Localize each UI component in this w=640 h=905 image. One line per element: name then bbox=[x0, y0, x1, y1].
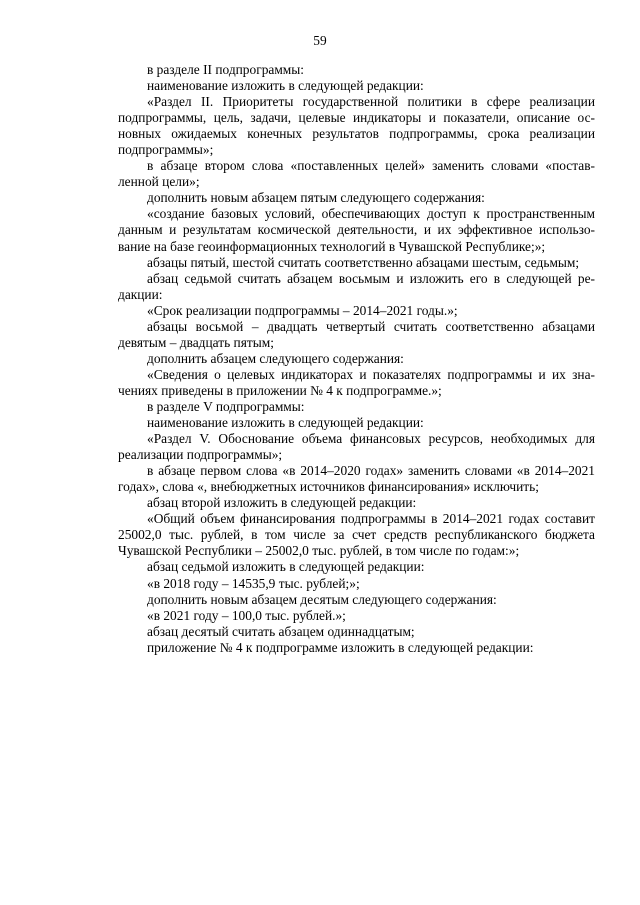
paragraph: абзац десятый считать абзацем одиннадцатым; bbox=[147, 623, 415, 639]
paragraph: наименование изложить в следующей редакции: bbox=[147, 78, 424, 94]
paragraph: абзац седьмой считать абзацем восьмым и изложить его в следующей редакции: bbox=[118, 270, 595, 302]
paragraph: «Общий объем финансирования подпрограммы в 2014–2021 годах составит 25002,0 тыс. рублей, в том числе за счет средств республиканского бюджета Чувашской Республики – 25002,0 тыс. рублей, в том числе по годам:»; bbox=[118, 511, 595, 559]
paragraph: абзац седьмой изложить в следующей редакции: bbox=[147, 559, 425, 575]
paragraph: в абзаце первом слова «в 2014–2020 годах» заменить словами «в 2014–2021 годах», слова «, внебюджетных источников финансирования» исключить; bbox=[118, 463, 595, 495]
paragraph: дополнить новым абзацем пятым следующего содержания: bbox=[147, 190, 485, 206]
paragraph: в разделе V подпрограммы: bbox=[147, 398, 305, 414]
paragraph: «в 2021 году – 100,0 тыс. рублей.»; bbox=[147, 607, 346, 623]
paragraph: «Раздел II. Приоритеты государственной политики в сфере реализации подпрограммы, цель, задачи, целевые индикаторы и показатели, описание основных ожидаемых конечных результатов подпрограммы, срока реализации подпрограммы»; bbox=[118, 94, 595, 158]
paragraph: наименование изложить в следующей редакции: bbox=[147, 415, 424, 431]
paragraph: абзацы восьмой – двадцать четвертый считать соответственно абзацами девятым – двадцать пятым; bbox=[118, 318, 595, 350]
paragraph: «Раздел V. Обоснование объема финансовых ресурсов, необходимых для реализации подпрограммы»; bbox=[118, 431, 595, 463]
page-number: 59 bbox=[313, 33, 327, 48]
paragraph: дополнить новым абзацем десятым следующего содержания: bbox=[147, 591, 497, 607]
paragraph: «в 2018 году – 14535,9 тыс. рублей;»; bbox=[147, 575, 360, 591]
paragraph: «Сведения о целевых индикаторах и показателях подпрограммы и их значениях приведены в приложении № 4 к подпрограмме.»; bbox=[118, 366, 595, 398]
paragraph: абзац второй изложить в следующей редакции: bbox=[147, 495, 417, 511]
paragraph: «создание базовых условий, обеспечивающих доступ к пространственным данным и результатам космической деятельности, и их эффективное использование на базе геоинформационных технологий в Чувашской Республике;»; bbox=[118, 206, 595, 254]
paragraph: дополнить абзацем следующего содержания: bbox=[147, 350, 404, 366]
paragraph: «Срок реализации подпрограммы – 2014–2021 годы.»; bbox=[147, 302, 458, 318]
paragraph: приложение № 4 к подпрограмме изложить в следующей редакции: bbox=[147, 639, 534, 655]
paragraph: абзацы пятый, шестой считать соответственно абзацами шестым, седьмым; bbox=[147, 254, 580, 270]
paragraph: в разделе II подпрограммы: bbox=[147, 62, 304, 77]
paragraph: в абзаце втором слова «поставленных целей» заменить словами «поставленной цели»; bbox=[118, 158, 595, 190]
document-body bbox=[118, 62, 595, 656]
